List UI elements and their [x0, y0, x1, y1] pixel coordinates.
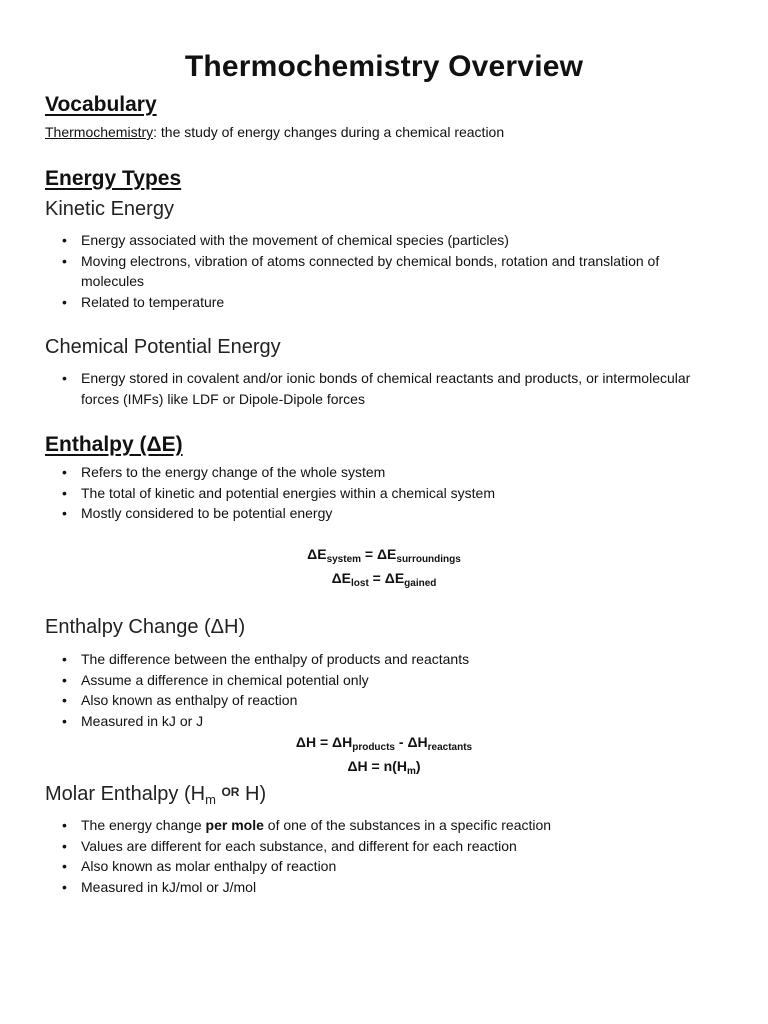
- potential-energy-heading: Chemical Potential Energy: [45, 336, 281, 358]
- vocabulary-definition: [45, 124, 504, 140]
- molar-enthalpy-heading: Molar Enthalpy ($H_m$ $^{OR}$ H): [45, 783, 267, 807]
- equation-delta-h-molar: $\Delta H = n(H_m)$: [347, 758, 421, 777]
- energy-types-heading: Energy Types: [45, 167, 182, 190]
- potential-energy-list: [62, 368, 722, 409]
- equation-delta-h: $\Delta H = \Delta H_{products} - \Delta H_{reactants}$: [295, 734, 473, 753]
- equation-energy-lost: $\Delta E_{lost} = \Delta E_{gained}$: [331, 570, 437, 589]
- list-item: • The difference between the enthalpy of products and reactants: [62, 649, 722, 670]
- molar-enthalpy-list: [62, 815, 722, 897]
- list-item: • Values are different for each substance, and different for each reaction: [62, 836, 722, 857]
- list-item: • Mostly considered to be potential energy: [62, 503, 722, 524]
- vocabulary-heading: Vocabulary: [45, 93, 157, 116]
- vocabulary-definition-text: : the study of energy changes during a chemical reaction: [153, 124, 505, 140]
- list-item: • Refers to the energy change of the whole system: [62, 462, 722, 483]
- list-item: • Measured in kJ or J: [62, 711, 722, 732]
- vocabulary-term: Thermochemistry: [45, 124, 154, 140]
- kinetic-energy-list: [62, 230, 722, 312]
- list-item: • Also known as molar enthalpy of reaction: [62, 856, 722, 877]
- list-item: • Energy stored in covalent and/or ionic bonds of chemical reactants and products, or intermolecular forces (IMFs) like LDF or Dipole-Dipole forces: [62, 368, 722, 409]
- equation-energy-system: $\Delta E_{system} = \Delta E_{surroundings}$: [307, 546, 461, 565]
- page-title: Thermochemistry Overview: [184, 50, 584, 83]
- list-item: • The total of kinetic and potential energies within a chemical system: [62, 483, 722, 504]
- list-item: • The energy change per mole of one of the substances in a specific reaction: [62, 815, 722, 836]
- list-item: • Related to temperature: [62, 292, 722, 313]
- enthalpy-change-heading: Enthalpy Change (ΔH): [45, 616, 246, 638]
- list-item: • Also known as enthalpy of reaction: [62, 690, 722, 711]
- list-item: • Moving electrons, vibration of atoms connected by chemical bonds, rotation and translation of molecules: [62, 251, 722, 292]
- list-item: • Measured in kJ/mol or J/mol: [62, 877, 722, 898]
- enthalpy-list: [62, 462, 722, 524]
- list-item: • Assume a difference in chemical potential only: [62, 670, 722, 691]
- enthalpy-change-list: [62, 649, 722, 731]
- list-item: • Energy associated with the movement of chemical species (particles): [62, 230, 722, 251]
- enthalpy-heading: Enthalpy (ΔE): [45, 433, 183, 456]
- kinetic-energy-heading: Kinetic Energy: [45, 198, 174, 220]
